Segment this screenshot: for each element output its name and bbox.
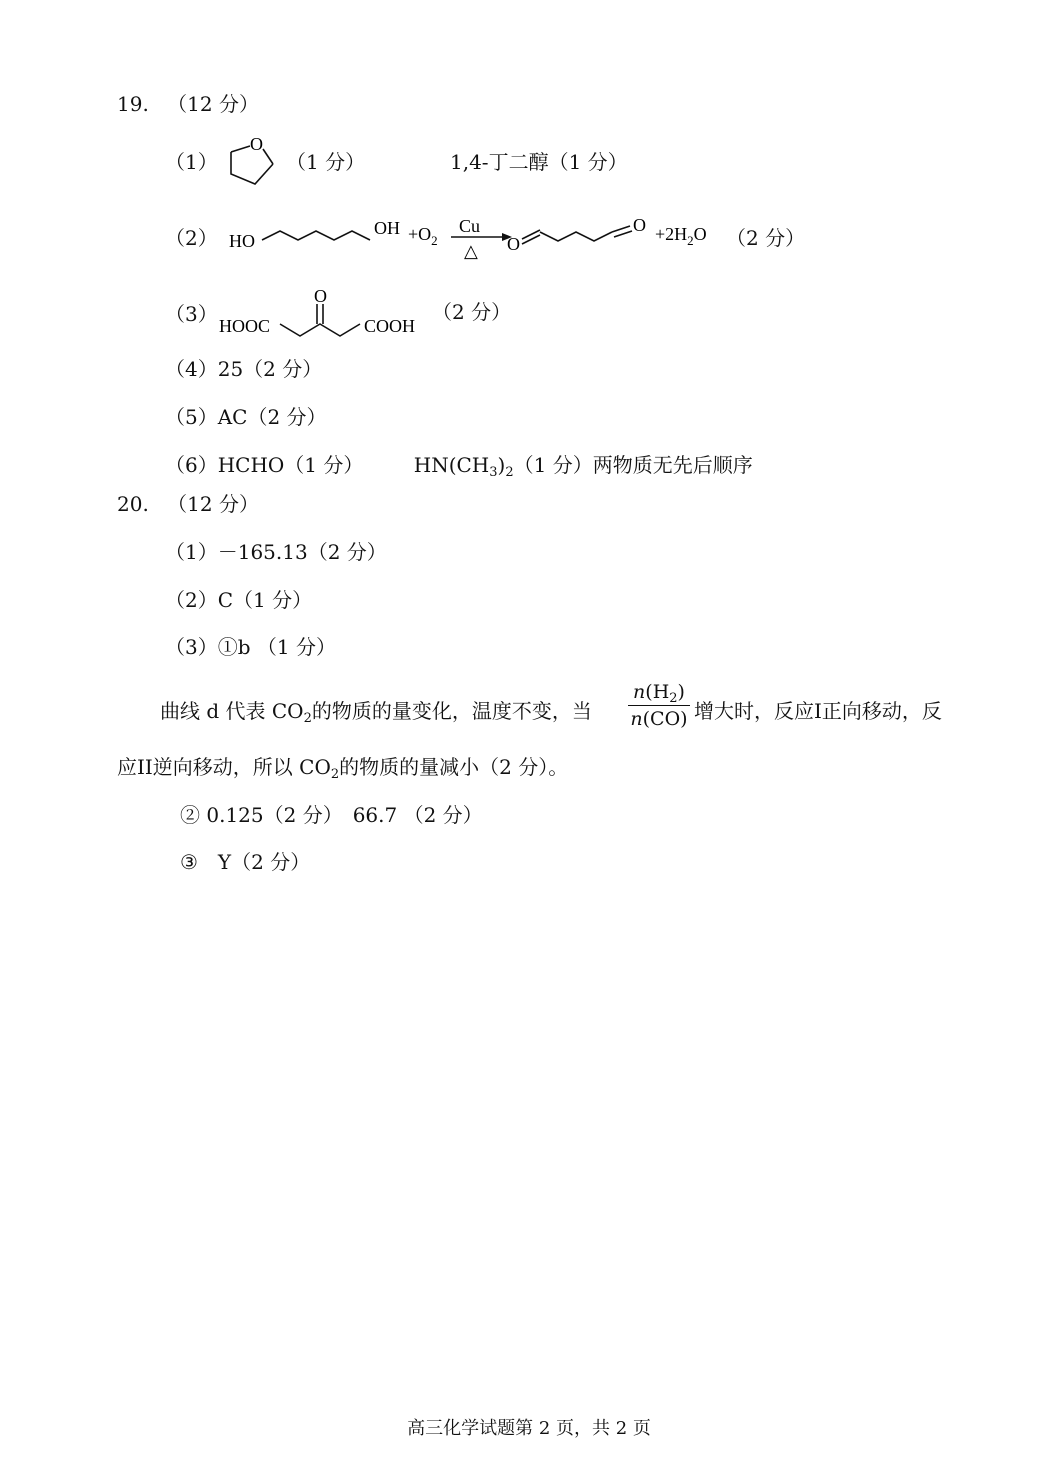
fraction-bar — [628, 705, 690, 706]
q20-part3-3: ③ Y（2 分） — [180, 850, 311, 874]
q19-part1-label: （1） — [165, 150, 218, 174]
reactant-ho-label: HO — [229, 231, 255, 251]
succinaldehyde-chain — [540, 232, 612, 241]
h2-co-ratio-fraction — [626, 680, 692, 731]
q20-part3-2: ② 0.125（2 分） 66.7 （2 分） — [180, 803, 483, 827]
q20-header — [117, 492, 259, 516]
q19-points: （12 分） — [167, 92, 259, 116]
carbon-chain — [280, 324, 360, 336]
page-footer: 高三化学试题第 2 页，共 2 页 — [407, 1418, 651, 1439]
q20-part1: （1）－165.13（2 分） — [165, 540, 387, 564]
q20-part3-1: （3）①b （1 分） — [165, 635, 336, 659]
product-o-right: O — [633, 215, 646, 235]
oxidation-reaction-equation — [226, 210, 756, 262]
acetonedicarboxylic-acid-structure — [216, 284, 436, 346]
q19-part1-butanediol: 1,4-丁二醇 — [450, 150, 549, 174]
q20-explanation-line2: 应II逆向移动，所以 $CO_2$的物质的量减小（2 分）。 — [117, 755, 569, 782]
q19-part1-score-b: （1 分） — [548, 150, 628, 174]
q19-part2-score: （2 分） — [726, 226, 806, 250]
butanediol-chain — [262, 231, 370, 240]
q20-explanation-line1-right: 增大时，反应I正向移动，反 — [694, 699, 942, 723]
product-o-left: O — [507, 234, 520, 254]
fraction-denominator: n(CO) — [630, 708, 688, 730]
fraction-numerator: $n(H_2)$ — [633, 681, 685, 706]
q20-part2: （2）C（1 分） — [165, 588, 313, 612]
q19-part6 — [165, 453, 753, 480]
q19-part2-label: （2） — [165, 226, 218, 250]
q19-part1-answer-b — [450, 150, 628, 174]
q19-number: 19. — [117, 92, 149, 116]
q19-part1-score-a: （1 分） — [286, 150, 366, 174]
water-product: $+2H_2O$ — [655, 224, 707, 248]
q19-part3-label: （3） — [165, 302, 218, 326]
thf-oxygen-label: O — [250, 134, 263, 154]
q20-points: （12 分） — [167, 492, 259, 516]
q19-part5: （5）AC（2 分） — [165, 405, 327, 429]
q19-part6-note: （1 分）两物质无先后顺序 — [513, 453, 753, 477]
q19-part6-dimethylamine: $HN(CH_3)_2$ — [413, 453, 514, 480]
keto-oxygen: O — [314, 286, 327, 306]
q20-number: 20. — [117, 492, 149, 516]
q19-part4: （4）25（2 分） — [165, 357, 323, 381]
q19-part6-hcho: （6）HCHO（1 分） — [165, 453, 364, 477]
reactant-oh-label: OH — [374, 218, 400, 238]
q19-part3-score: （2 分） — [432, 300, 512, 324]
q20-explanation-line1-left: 曲线 d 代表 $CO_2$的物质的量变化，温度不变，当 — [160, 699, 592, 726]
heat-symbol: △ — [464, 241, 478, 261]
catalyst-cu: Cu — [459, 216, 481, 236]
q19-header — [117, 92, 259, 116]
cooh-group: COOH — [364, 316, 416, 336]
hooc-group: HOOC — [219, 316, 271, 336]
plus-oxygen: $+O_2$ — [408, 224, 438, 248]
thf-ring-structure — [222, 130, 284, 192]
